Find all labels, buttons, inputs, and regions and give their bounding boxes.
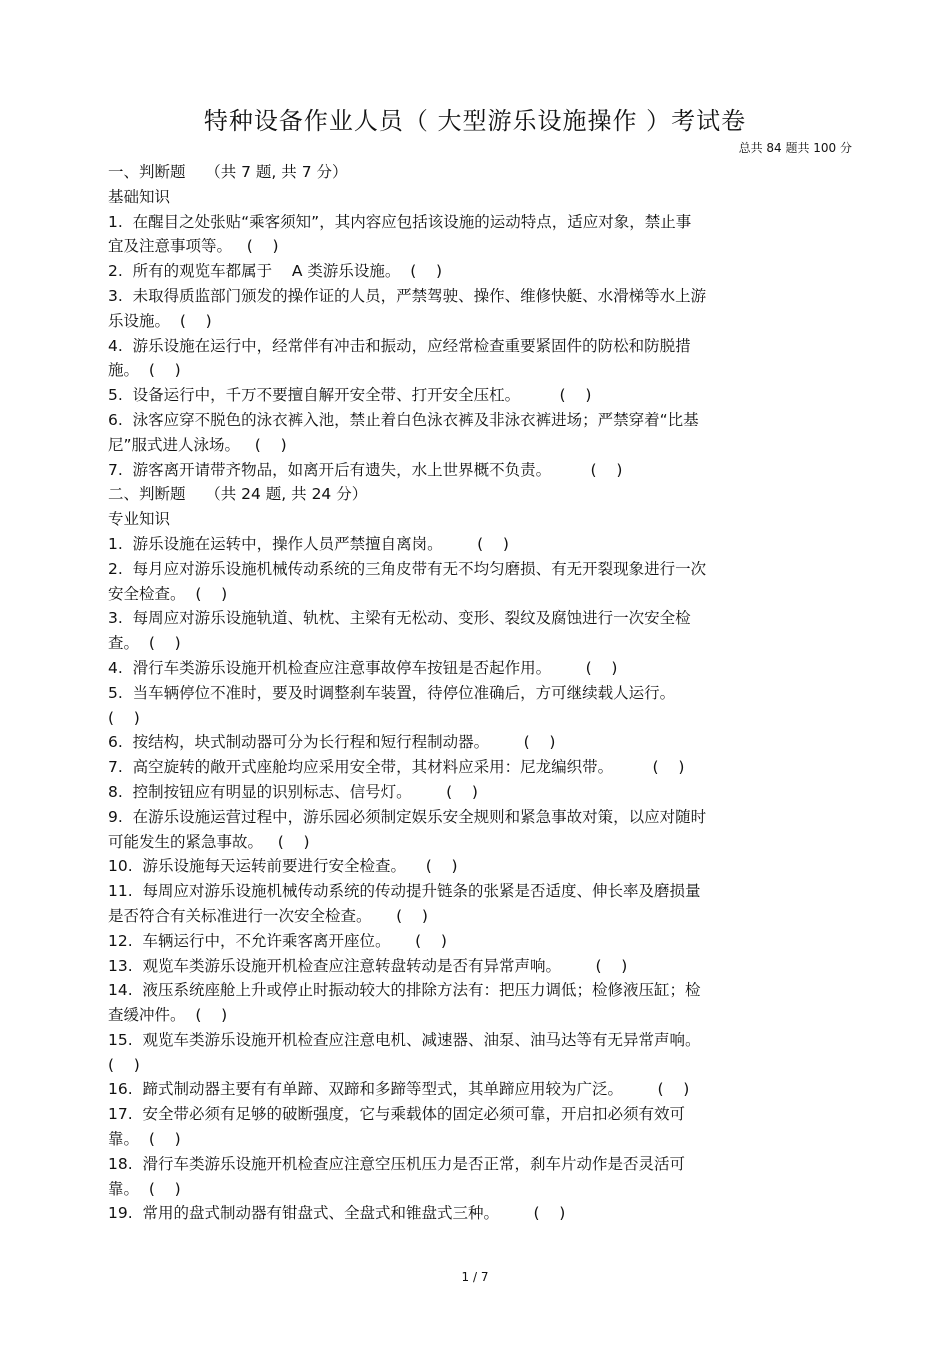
text-line: 专业知识 [108,510,171,529]
text-line: 6. 按结构，块式制动器可分为长行程和短行程制动器。 ( ) [108,733,556,752]
text-line: 安全检查。 ( ) [108,584,228,603]
text-line: 4. 滑行车类游乐设施开机检查应注意事故停车按钮是否起作用。 ( ) [108,658,618,677]
text-line: 3. 未取得质监部门颁发的操作证的人员，严禁驾驶、操作、维修快艇、水滑梯等水上游 [108,286,707,305]
text-line: 一、判断题 （共 7 题, 共 7 分） [108,163,348,181]
text-line: 18. 滑行车类游乐设施开机检查应注意空压机压力是否正常，刹车片动作是否灵活可 [108,1154,686,1173]
text-line: 尼”服式进人泳场。 ( ) [108,435,287,454]
text-line: 19. 常用的盘式制动器有钳盘式、全盘式和锥盘式三种。 ( ) [108,1204,566,1223]
exam-title: 特种设备作业人员（ 大型游乐设施操作 ）考试卷 [203,107,747,135]
text-line: ( ) [108,708,140,727]
text-line: 9. 在游乐设施运营过程中，游乐园必须制定娱乐安全规则和紧急事故对策，以应对随时 [108,807,707,826]
text-line: 查。 ( ) [108,634,181,653]
text-line: 1. 在醒目之处张贴“乘客须知”，其内容应包括该设施的运动特点，适应对象，禁止事 [108,212,692,231]
text-line: 靠。 ( ) [108,1179,181,1198]
text-line: 5. 设备运行中，千万不要擅自解开安全带、打开安全压杠。 ( ) [108,386,592,405]
text-line: 7. 游客离开请带齐物品，如离开后有遗失，水上世界概不负责。 ( ) [108,460,623,479]
text-line: 12. 车辆运行中，不允许乘客离开座位。 ( ) [108,931,447,950]
text-line: 宜及注意事项等。 ( ) [108,237,279,256]
text-line: 5. 当车辆停位不准时，要及时调整刹车装置，待停位准确后，方可继续载人运行。 [108,683,676,702]
text-line: 查缓冲件。 ( ) [108,1006,228,1025]
text-line: 基础知识 [108,187,171,206]
text-line: 3. 每周应对游乐设施轨道、轨枕、主梁有无松动、变形、裂纹及腐蚀进行一次安全检 [108,609,691,628]
text-line: 二、判断题 （共 24 题, 共 24 分） [108,485,368,504]
text-line: 乐设施。 ( ) [108,311,212,330]
text-line: 4. 游乐设施在运行中，经常伴有冲击和振动，应经常检查重要紧固件的防松和防脱措 [108,336,691,355]
text-line: 可能发生的紧急事故。 ( ) [108,832,310,851]
text-line: 靠。 ( ) [108,1130,181,1149]
exam-body [108,160,803,1226]
total-score: 总共 84 题共 100 分 [738,141,852,155]
text-line: 15. 观览车类游乐设施开机检查应注意电机、减速器、油泵、油马达等有无异常声响。 [108,1030,701,1049]
text-line: 1. 游乐设施在运转中，操作人员严禁擅自离岗。 ( ) [108,534,509,553]
text-line: 10. 游乐设施每天运转前要进行安全检查。 ( ) [108,857,458,876]
text-line: 施。 ( ) [108,361,181,380]
text-line: 是否符合有关标准进行一次安全检查。 ( ) [108,906,428,925]
text-line: ( ) [108,1055,140,1074]
text-line: 8. 控制按钮应有明显的识别标志、信号灯。 ( ) [108,782,478,801]
text-line: 2. 每月应对游乐设施机械传动系统的三角皮带有无不均匀磨损、有无开裂现象进行一次 [108,559,707,578]
text-line: 16. 蹄式制动器主要有有单蹄、双蹄和多蹄等型式，其单蹄应用较为广泛。 ( ) [108,1080,690,1099]
text-line: 17. 安全带必须有足够的破断强度，它与乘载体的固定必须可靠，开启扣必须有效可 [108,1105,686,1124]
text-line: 2. 所有的观览车都属于 A 类游乐设施。 ( ) [108,262,443,281]
text-line: 6. 泳客应穿不脱色的泳衣裤入池，禁止着白色泳衣裤及非泳衣裤进场；严禁穿着“比基 [108,410,699,429]
text-line: 14. 液压系统座舱上升或停止时振动较大的排除方法有：把压力调低；检修液压缸；检 [108,981,701,1000]
text-line: 13. 观览车类游乐设施开机检查应注意转盘转动是否有异常声响。 ( ) [108,956,628,975]
page-number: 1 / 7 [461,1270,489,1284]
text-line: 7. 高空旋转的敞开式座舱均应采用安全带，其材料应采用：尼龙编织带。 ( ) [108,758,685,777]
text-line: 11. 每周应对游乐设施机械传动系统的传动提升链条的张紧是否适度、伸长率及磨损量 [108,882,701,901]
